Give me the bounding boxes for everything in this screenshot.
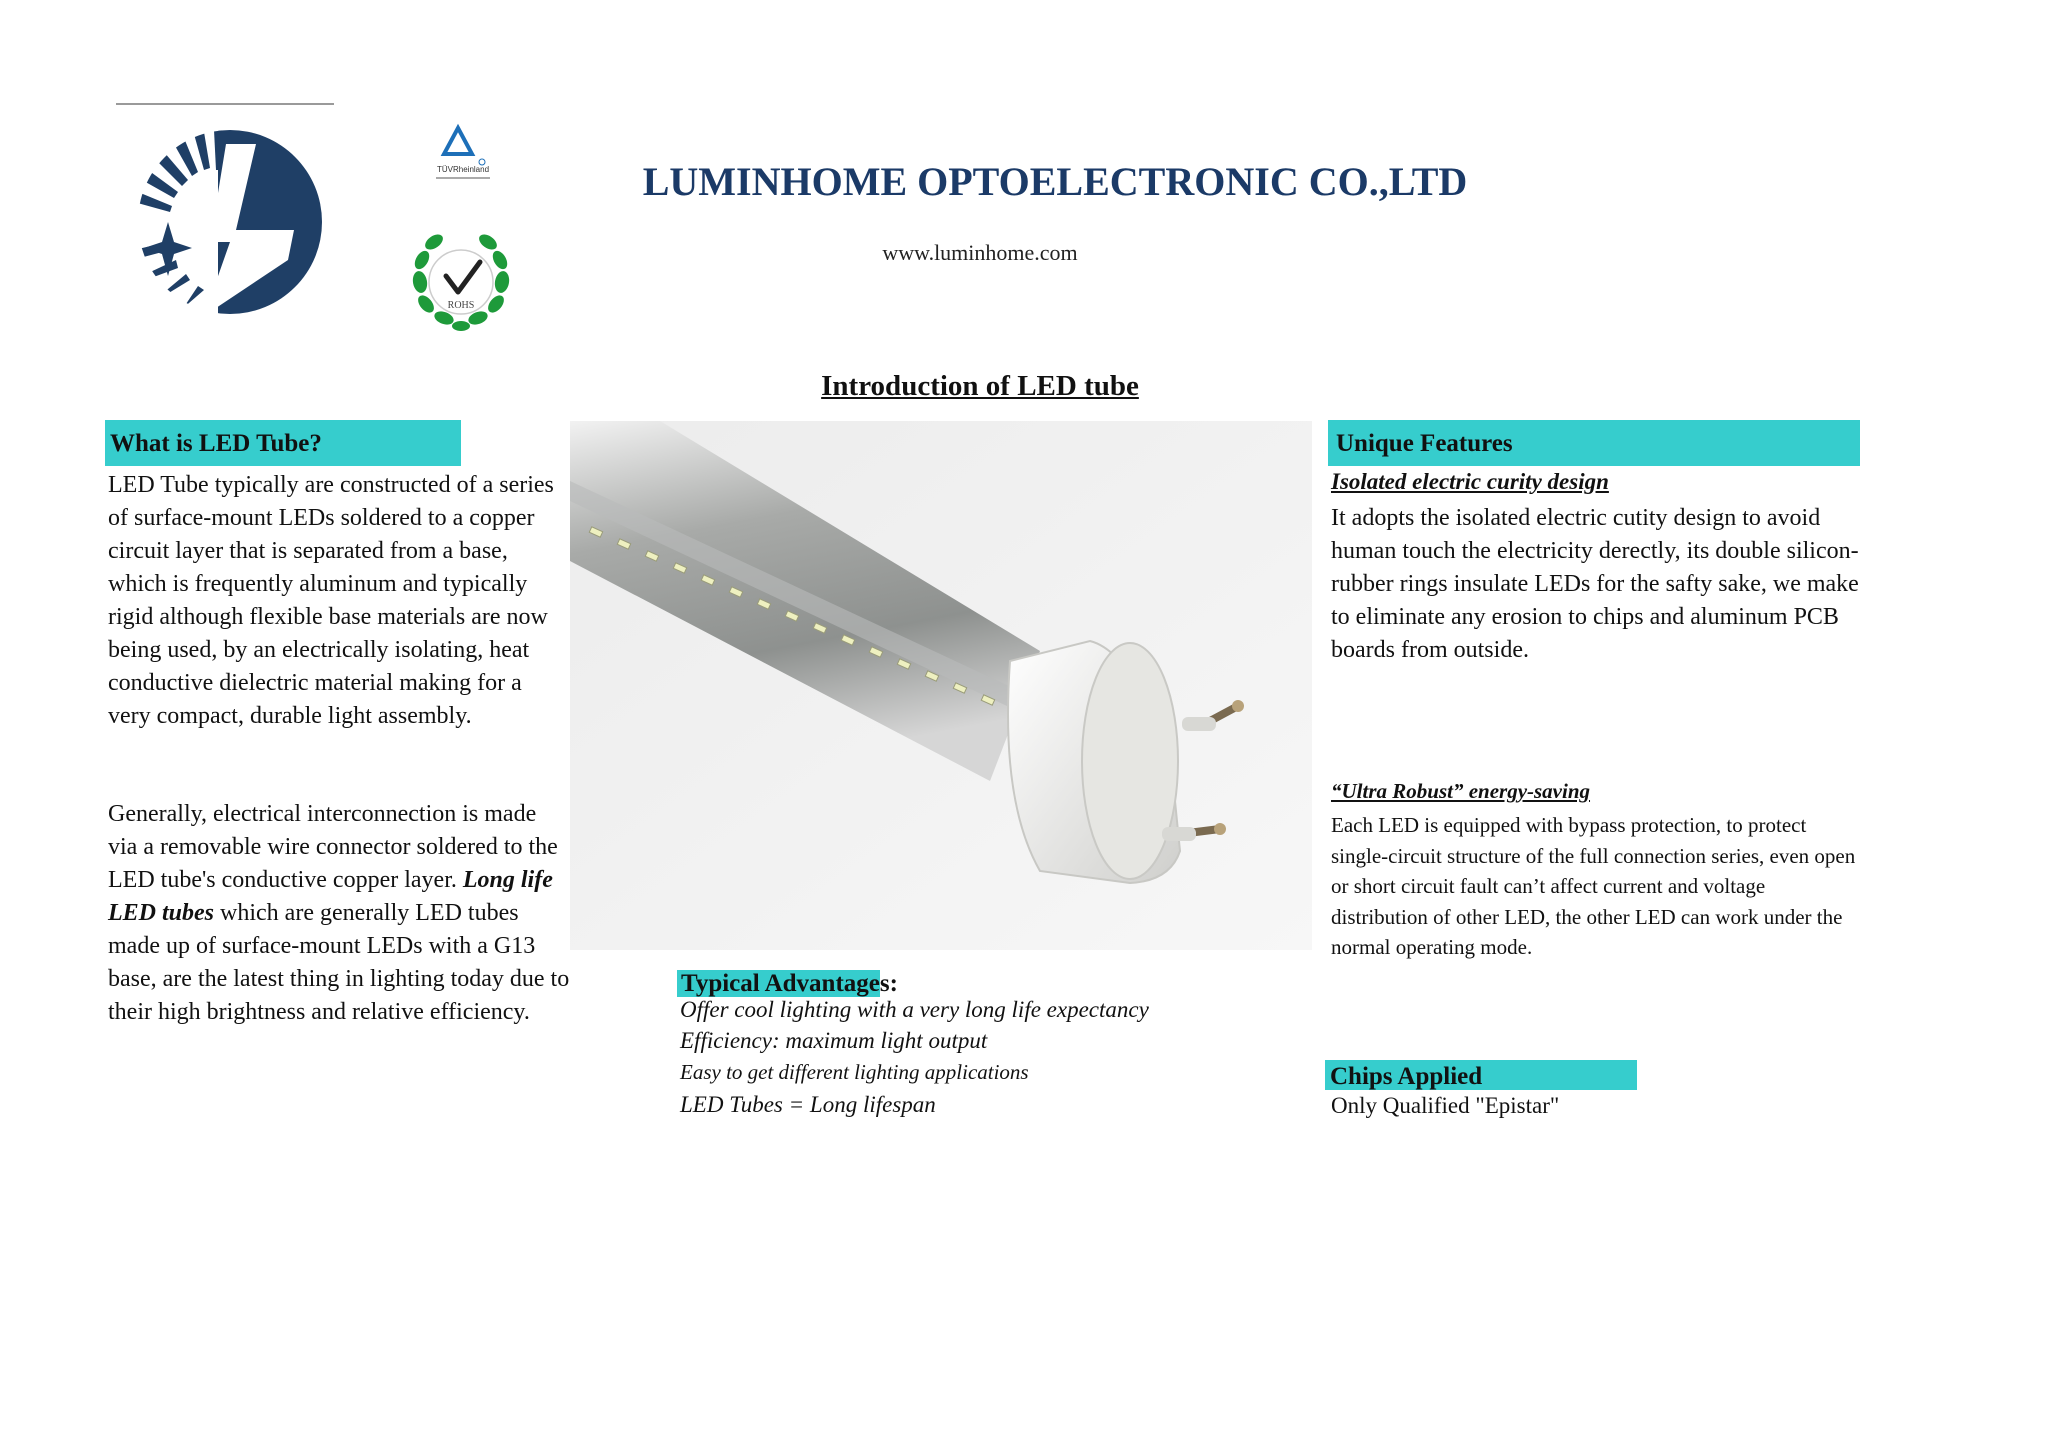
led-tube-product-photo: [570, 421, 1312, 950]
advantage-item: Easy to get different lighting applications: [680, 1060, 1029, 1084]
paragraph-2-text-b: which are generally LED tubes made up of surface-mount LEDs with a G13 base, are the latest thing in lighting today due to their high brightness and relative efficiency.: [108, 900, 570, 1025]
isolated-design-text: It adopts the isolated electric cutity design to avoid human touch the electricity derectly, its double silicon-rubber rings insulate LEDs for the safty sake, we make to eliminate any erosion to chips and aluminum PCB boards from outside.: [1331, 505, 1859, 663]
page-title: Introduction of LED tube: [821, 370, 1139, 402]
company-website: www.luminhome.com: [882, 240, 1078, 265]
logo-divider: [116, 103, 334, 105]
company-name: LUMINHOME OPTOELECTRONIC CO.,LTD: [642, 159, 1468, 204]
svg-text:ROHS: ROHS: [447, 300, 475, 311]
typical-advantages-heading-highlight: Typical Advantage: [677, 970, 880, 997]
advantage-item: Efficiency: maximum light output: [680, 1028, 988, 1053]
tuv-rheinland-logo: [432, 122, 494, 188]
chips-applied-text: Only Qualified "Epistar": [1331, 1093, 1560, 1118]
rohs-logo: [402, 222, 520, 334]
isolated-design-title: Isolated electric curity design: [1331, 469, 1609, 494]
ultra-robust-text: Each LED is equipped with bypass protection, to protect single-circuit structure of the full connection series, even open or short circuit fault can’t affect current and voltage distribution of other LED, the other LED can work under the normal operating mode.: [1331, 813, 1856, 959]
section-heading-what-is-led-tube: What is LED Tube?: [105, 420, 461, 466]
paragraph-2-text-a: Generally, electrical interconnection is made via a removable wire connector soldered to the LED tube's conductive copper layer.: [108, 801, 558, 893]
typical-advantages-heading-suffix: s:: [879, 970, 898, 997]
advantage-item: LED Tubes = Long lifespan: [680, 1092, 936, 1117]
advantage-item: Offer cool lighting with a very long life expectancy: [680, 997, 1149, 1022]
long-life-led-tubes-emphasis: Long life LED tubes: [108, 867, 553, 926]
svg-text:TÜVRheinland: TÜVRheinland: [436, 165, 490, 174]
ultra-robust-title: “Ultra Robust” energy-saving: [1331, 779, 1591, 803]
company-logo: [118, 110, 326, 332]
typical-advantages-heading: [677, 967, 898, 997]
what-is-led-tube-paragraph-1: LED Tube typically are constructed of a series of surface-mount LEDs soldered to a copper circuit layer that is separated from a base, which is frequently aluminum and typically rigid although flexible base materials are now being used, by an electrically isolating, heat conductive dielectric material making for a very compact, durable light assembly.: [108, 472, 554, 729]
section-heading-chips-applied: Chips Applied: [1325, 1060, 1637, 1090]
what-is-led-tube-paragraph-2: [108, 798, 570, 1029]
section-heading-unique-features: Unique Features: [1328, 420, 1860, 466]
